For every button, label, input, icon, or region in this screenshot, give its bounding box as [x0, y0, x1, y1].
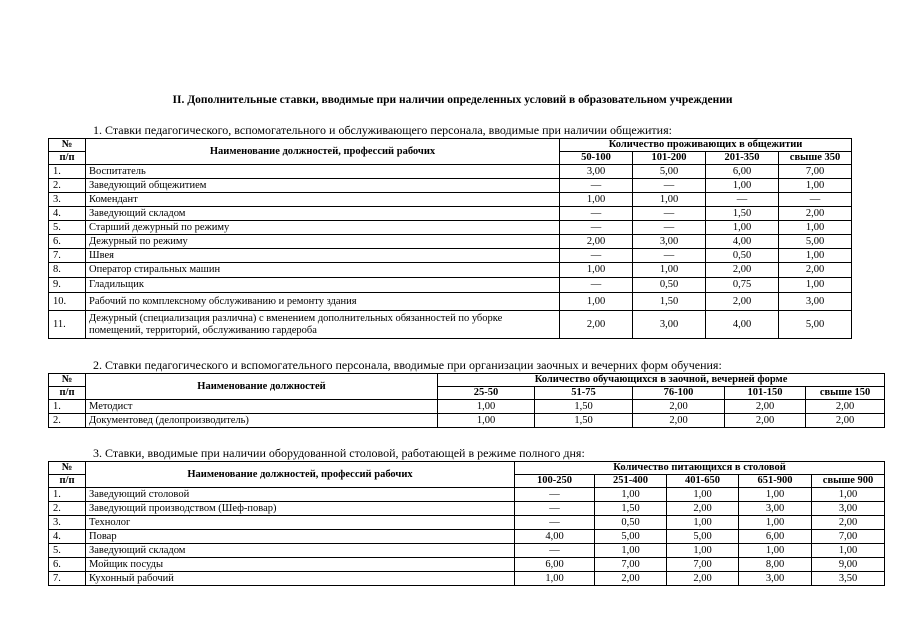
- col-number-header: №: [49, 139, 86, 152]
- row-number: 1.: [49, 488, 86, 502]
- rate-value: 1,00: [438, 414, 535, 428]
- rate-value: 3,00: [633, 311, 706, 339]
- rate-value: 2,00: [633, 414, 725, 428]
- rate-value: 8,00: [739, 558, 812, 572]
- group-header: Количество питающихся в столовой: [515, 462, 885, 475]
- table-row: [49, 165, 852, 179]
- row-number: 3.: [49, 516, 86, 530]
- range-header: 401-650: [667, 475, 739, 488]
- table-row: [49, 249, 852, 263]
- rate-value: 2,00: [812, 516, 885, 530]
- section-1-title: 1. Ставки педагогического, вспомогательного и обслуживающего персонала, вводимые при наличии общежития:: [93, 123, 672, 137]
- position-name: Воспитатель: [86, 165, 560, 179]
- rate-value: 3,00: [779, 293, 852, 311]
- row-number: 11.: [49, 311, 86, 339]
- position-name: Заведующий производством (Шеф-повар): [86, 502, 515, 516]
- table-row: [49, 488, 885, 502]
- rate-value: 1,00: [706, 179, 779, 193]
- rate-value: —: [633, 221, 706, 235]
- table-dormitory-rates: [48, 138, 852, 339]
- group-header: Количество проживающих в общежитии: [560, 139, 852, 152]
- rate-value: 7,00: [595, 558, 667, 572]
- row-number: 4.: [49, 530, 86, 544]
- range-header: 25-50: [438, 387, 535, 400]
- col-name-header: Наименование должностей: [86, 374, 438, 400]
- position-name: Дежурный (специализация различна) с вменением дополнительных обязанностей по уборке помещений, территорий, обслуживанию гардероба: [86, 311, 560, 339]
- rate-value: 2,00: [706, 263, 779, 278]
- rate-value: 2,00: [706, 293, 779, 311]
- col-number-subheader: п/п: [49, 152, 86, 165]
- rate-value: 1,00: [667, 488, 739, 502]
- rate-value: —: [633, 179, 706, 193]
- range-header: свыше 150: [806, 387, 885, 400]
- rate-value: 3,50: [812, 572, 885, 586]
- rate-value: 7,00: [667, 558, 739, 572]
- range-header: 51-75: [535, 387, 633, 400]
- rate-value: 1,00: [779, 278, 852, 293]
- table-canteen-rates: [48, 461, 885, 586]
- rate-value: 2,00: [560, 311, 633, 339]
- range-header: свыше 350: [779, 152, 852, 165]
- rate-value: 0,75: [706, 278, 779, 293]
- row-number: 7.: [49, 572, 86, 586]
- col-name-header: Наименование должностей, профессий рабочих: [86, 139, 560, 165]
- rate-value: 1,50: [706, 207, 779, 221]
- rate-value: 2,00: [806, 400, 885, 414]
- rate-value: —: [633, 207, 706, 221]
- table-row: [49, 530, 885, 544]
- table-row: [49, 235, 852, 249]
- position-name: Гладильщик: [86, 278, 560, 293]
- row-number: 4.: [49, 207, 86, 221]
- row-number: 9.: [49, 278, 86, 293]
- position-name: Технолог: [86, 516, 515, 530]
- rate-value: 1,00: [739, 516, 812, 530]
- rate-value: —: [560, 278, 633, 293]
- position-name: Повар: [86, 530, 515, 544]
- rate-value: 4,00: [706, 311, 779, 339]
- rate-value: 2,00: [779, 263, 852, 278]
- position-name: Старший дежурный по режиму: [86, 221, 560, 235]
- position-name: Швея: [86, 249, 560, 263]
- rate-value: 0,50: [595, 516, 667, 530]
- rate-value: 1,50: [535, 414, 633, 428]
- rate-value: 2,00: [595, 572, 667, 586]
- section-3-title: 3. Ставки, вводимые при наличии оборудованной столовой, работающей в режиме полного дня:: [93, 446, 585, 460]
- range-header: 50-100: [560, 152, 633, 165]
- row-number: 5.: [49, 221, 86, 235]
- rate-value: 1,00: [812, 544, 885, 558]
- rate-value: 9,00: [812, 558, 885, 572]
- position-name: Заведующий общежитием: [86, 179, 560, 193]
- rate-value: 1,00: [779, 249, 852, 263]
- rate-value: 4,00: [515, 530, 595, 544]
- col-number-header: №: [49, 374, 86, 387]
- rate-value: —: [515, 544, 595, 558]
- rate-value: 2,00: [633, 400, 725, 414]
- rate-value: 1,00: [595, 488, 667, 502]
- row-number: 8.: [49, 263, 86, 278]
- rate-value: 5,00: [779, 311, 852, 339]
- rate-value: 2,00: [725, 414, 806, 428]
- rate-value: 6,00: [739, 530, 812, 544]
- rate-value: 2,00: [779, 207, 852, 221]
- row-number: 2.: [49, 414, 86, 428]
- rate-value: 0,50: [706, 249, 779, 263]
- rate-value: 1,50: [595, 502, 667, 516]
- rate-value: 2,00: [667, 572, 739, 586]
- rate-value: 1,00: [438, 400, 535, 414]
- row-number: 7.: [49, 249, 86, 263]
- rate-value: —: [515, 516, 595, 530]
- col-name-header: Наименование должностей, профессий рабочих: [86, 462, 515, 488]
- position-name: Заведующий столовой: [86, 488, 515, 502]
- rate-value: 1,50: [535, 400, 633, 414]
- row-number: 1.: [49, 400, 86, 414]
- rate-value: 3,00: [739, 502, 812, 516]
- position-name: Заведующий складом: [86, 544, 515, 558]
- rate-value: 5,00: [779, 235, 852, 249]
- row-number: 1.: [49, 165, 86, 179]
- rate-value: 1,00: [633, 263, 706, 278]
- range-header: 101-150: [725, 387, 806, 400]
- rate-value: —: [515, 502, 595, 516]
- row-number: 10.: [49, 293, 86, 311]
- table-row: [49, 414, 885, 428]
- rate-value: 1,00: [739, 544, 812, 558]
- table-row: [49, 502, 885, 516]
- rate-value: 4,00: [706, 235, 779, 249]
- row-number: 2.: [49, 502, 86, 516]
- rate-value: 2,00: [560, 235, 633, 249]
- table-row: [49, 207, 852, 221]
- rate-value: 1,00: [667, 544, 739, 558]
- rate-value: —: [515, 488, 595, 502]
- rate-value: 6,00: [706, 165, 779, 179]
- range-header: 251-400: [595, 475, 667, 488]
- rate-value: 0,50: [633, 278, 706, 293]
- rate-value: 1,00: [667, 516, 739, 530]
- table-row: [49, 221, 852, 235]
- row-number: 2.: [49, 179, 86, 193]
- rate-value: —: [560, 221, 633, 235]
- rate-value: 5,00: [595, 530, 667, 544]
- row-number: 5.: [49, 544, 86, 558]
- rate-value: 1,00: [739, 488, 812, 502]
- position-name: Рабочий по комплексному обслуживанию и ремонту здания: [86, 293, 560, 311]
- rate-value: 7,00: [779, 165, 852, 179]
- rate-value: 5,00: [667, 530, 739, 544]
- rate-value: 7,00: [812, 530, 885, 544]
- rate-value: 1,00: [706, 221, 779, 235]
- document-title: II. Дополнительные ставки, вводимые при наличии определенных условий в образовательном учреждении: [172, 94, 733, 106]
- rate-value: —: [560, 249, 633, 263]
- table-row: [49, 263, 852, 278]
- table-row: [49, 516, 885, 530]
- position-name: Мойщик посуды: [86, 558, 515, 572]
- rate-value: 1,00: [779, 179, 852, 193]
- rate-value: 3,00: [633, 235, 706, 249]
- rate-value: 1,00: [779, 221, 852, 235]
- col-number-subheader: п/п: [49, 387, 86, 400]
- rate-value: 2,00: [667, 502, 739, 516]
- row-number: 3.: [49, 193, 86, 207]
- section-2-title: 2. Ставки педагогического и вспомогательного персонала, вводимые при организации заочных и вечерних форм обучения:: [93, 358, 722, 372]
- group-header: Количество обучающихся в заочной, вечерней форме: [438, 374, 885, 387]
- table-distance-learning-rates: [48, 373, 885, 428]
- rate-value: 1,50: [633, 293, 706, 311]
- rate-value: 1,00: [633, 193, 706, 207]
- table-row: [49, 179, 852, 193]
- rate-value: 2,00: [806, 414, 885, 428]
- rate-value: —: [560, 179, 633, 193]
- position-name: Документовед (делопроизводитель): [86, 414, 438, 428]
- range-header: 201-350: [706, 152, 779, 165]
- position-name: Заведующий складом: [86, 207, 560, 221]
- rate-value: 1,00: [812, 488, 885, 502]
- table-row: [49, 400, 885, 414]
- rate-value: 1,00: [515, 572, 595, 586]
- col-number-subheader: п/п: [49, 475, 86, 488]
- rate-value: 3,00: [560, 165, 633, 179]
- rate-value: 5,00: [633, 165, 706, 179]
- rate-value: —: [633, 249, 706, 263]
- table-row: [49, 558, 885, 572]
- rate-value: —: [560, 207, 633, 221]
- rate-value: 3,00: [739, 572, 812, 586]
- rate-value: 1,00: [560, 263, 633, 278]
- position-name: Комендант: [86, 193, 560, 207]
- position-name: Кухонный рабочий: [86, 572, 515, 586]
- col-number-header: №: [49, 462, 86, 475]
- range-header: 76-100: [633, 387, 725, 400]
- rate-value: 1,00: [560, 193, 633, 207]
- rate-value: 1,00: [595, 544, 667, 558]
- table-row: [49, 572, 885, 586]
- table-row: [49, 311, 852, 339]
- rate-value: 1,00: [560, 293, 633, 311]
- range-header: 101-200: [633, 152, 706, 165]
- table-row: [49, 544, 885, 558]
- rate-value: 2,00: [725, 400, 806, 414]
- range-header: свыше 900: [812, 475, 885, 488]
- position-name: Методист: [86, 400, 438, 414]
- range-header: 651-900: [739, 475, 812, 488]
- rate-value: —: [779, 193, 852, 207]
- range-header: 100-250: [515, 475, 595, 488]
- table-row: [49, 193, 852, 207]
- table-row: [49, 278, 852, 293]
- rate-value: —: [706, 193, 779, 207]
- position-name: Оператор стиральных машин: [86, 263, 560, 278]
- row-number: 6.: [49, 558, 86, 572]
- rate-value: 3,00: [812, 502, 885, 516]
- row-number: 6.: [49, 235, 86, 249]
- table-row: [49, 293, 852, 311]
- rate-value: 6,00: [515, 558, 595, 572]
- position-name: Дежурный по режиму: [86, 235, 560, 249]
